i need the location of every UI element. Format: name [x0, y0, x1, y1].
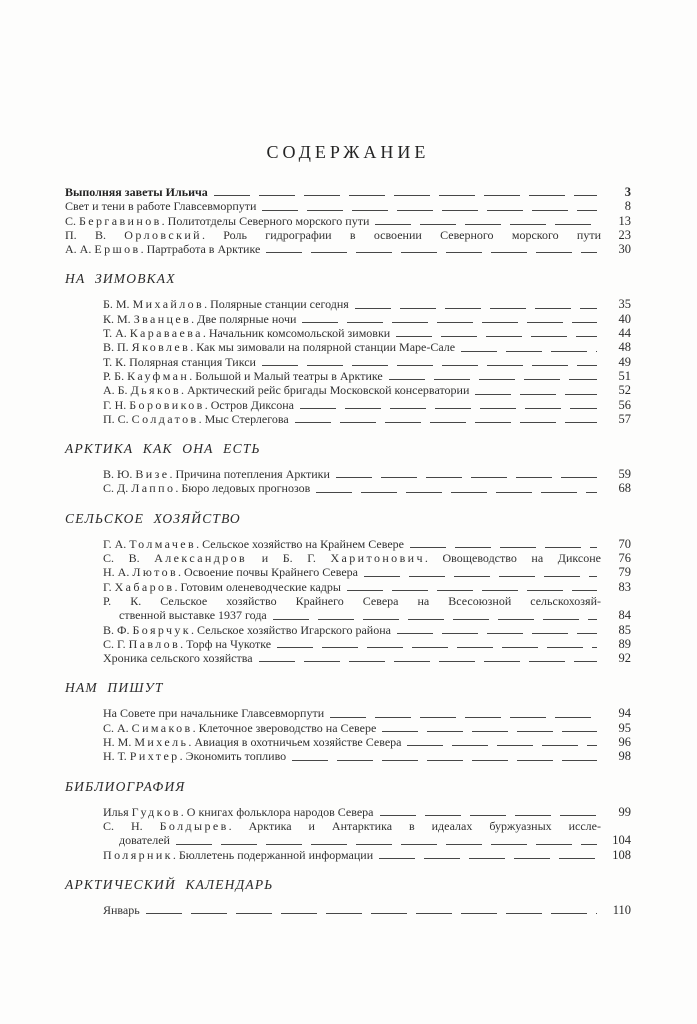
page-number: 59: [618, 467, 631, 482]
leader-line: [330, 717, 597, 718]
entry-text: . Остров Диксона: [204, 397, 294, 412]
entry-text: В. П.: [103, 340, 132, 355]
toc-entry: [65, 199, 631, 213]
entry-line: [103, 651, 253, 665]
toc-entry: [65, 355, 631, 369]
toc-section: [65, 511, 631, 666]
toc-entry: [65, 537, 631, 551]
entry-line: [103, 398, 294, 412]
toc-entry: [65, 721, 631, 735]
author-name: Хабаров: [114, 579, 175, 594]
toc-section: [65, 779, 631, 862]
entry-line: [103, 383, 469, 397]
entry-text: В. Ф.: [103, 622, 133, 637]
section-header: АРКТИКА КАК ОНА ЕСТЬ: [65, 441, 261, 457]
page-number: 51: [618, 368, 631, 383]
leader-line: [461, 351, 597, 352]
entry-text: . Авиация в охотничьем хозяйстве Севера: [188, 735, 402, 750]
entry-text: К. М.: [103, 311, 134, 326]
entry-line: [103, 580, 341, 594]
leader-line: [262, 210, 597, 211]
entry-text: Р. К. Сельское хозяйство Крайнего Севера на Всесоюзной сельскохозяй-: [103, 593, 601, 608]
toc-entry: [65, 412, 631, 426]
entry-text: . О книгах фольклора народов Севера: [180, 804, 374, 819]
entry-line: [103, 312, 296, 326]
entry-text: . Две полярные ночи: [191, 311, 297, 326]
page-number: 49: [618, 354, 631, 369]
author-name: Лютов: [132, 565, 179, 580]
entry-line: [103, 326, 390, 340]
section-header: СЕЛЬСКОЕ ХОЗЯЙСТВО: [65, 510, 241, 526]
toc-entry: [65, 594, 631, 608]
toc-entry: [65, 398, 631, 412]
page-number: 68: [618, 481, 631, 496]
toc-entry: [65, 383, 631, 397]
entry-text: Г.: [103, 579, 115, 594]
entry-line: [119, 608, 267, 622]
leader-line: [336, 477, 597, 478]
author-name: Александров: [154, 551, 248, 566]
leader-line: [347, 590, 597, 591]
entry-line: [103, 537, 404, 551]
entry-text: . Сельское хозяйство Игарского района: [191, 622, 391, 637]
leader-line: [277, 647, 597, 648]
entry-line: [103, 594, 601, 608]
entry-line: [103, 412, 289, 426]
leader-line: [389, 379, 597, 380]
toc-entry: [65, 565, 631, 579]
entry-text: . Экономить топливо: [179, 749, 287, 764]
leader-line: [380, 815, 598, 816]
entry-line: [103, 848, 373, 862]
leader-line: [397, 633, 597, 634]
leader-line: [262, 365, 597, 366]
toc-entry: [65, 214, 631, 228]
page-number: 89: [618, 636, 631, 651]
entry-line: [65, 242, 260, 256]
entry-text: . Причина потепления Арктики: [169, 467, 330, 482]
entry-text: . Сельское хозяйство на Крайнем Севере: [196, 536, 404, 551]
entry-line: [65, 214, 369, 228]
entry-text: Н. М.: [103, 735, 135, 750]
author-name: Бергавинов: [79, 213, 162, 228]
toc-entry: [65, 297, 631, 311]
section-header: НАМ ПИШУТ: [65, 680, 164, 696]
entry-text: С. В.: [103, 551, 155, 566]
page-number: 79: [618, 565, 631, 580]
author-name: Яковлев: [131, 340, 191, 355]
entry-text: Г. А.: [103, 536, 130, 551]
entry-text: Выполняя заветы Ильича: [65, 185, 208, 199]
page-number: 44: [618, 326, 631, 341]
entry-line: [103, 551, 601, 565]
page-number: 3: [624, 185, 631, 199]
entry-text: . Полярные станции сегодня: [204, 297, 349, 312]
entry-line: [103, 565, 358, 579]
entry-text: С. Д.: [103, 481, 132, 496]
page-number: 83: [618, 579, 631, 594]
author-name: Рихтер: [129, 749, 180, 764]
entry-text: На Совете при начальнике Главсевморпути: [103, 706, 325, 721]
entry-text: . Бюллетень подержанной информации: [172, 847, 374, 862]
toc-entry: [65, 369, 631, 383]
author-name: Боровиков: [129, 397, 205, 412]
page-number: 23: [618, 227, 631, 242]
entry-line: [103, 735, 401, 749]
entry-line: [65, 185, 208, 199]
author-name: Кауфман: [127, 368, 190, 383]
entry-text: В. Ю.: [103, 467, 136, 482]
entry-text: дователей: [119, 833, 170, 848]
entry-text: Январь: [103, 902, 140, 917]
toc-entry: [65, 749, 631, 763]
entry-line: [65, 199, 256, 213]
author-name: Боярчук: [132, 622, 192, 637]
entry-text: . Освоение почвы Крайнего Севера: [178, 565, 358, 580]
leader-line: [176, 844, 597, 845]
entry-line: [103, 637, 271, 651]
page-number: 92: [618, 651, 631, 666]
toc-section: [65, 185, 631, 256]
entry-line: [103, 721, 376, 735]
page-number: 57: [618, 411, 631, 426]
author-name: Харитонович: [330, 551, 425, 566]
author-name: Ершов: [94, 242, 141, 257]
page-number: 85: [618, 622, 631, 637]
leader-line: [292, 760, 597, 761]
toc: [65, 185, 631, 917]
entry-text: . Арктический рейс бригады Московской консерватории: [181, 383, 470, 398]
entry-text: Илья: [103, 804, 132, 819]
toc-entry: [65, 340, 631, 354]
entry-text: . Большой и Малый театры в Арктике: [189, 368, 383, 383]
entry-text: . Бюро ледовых прогнозов: [175, 481, 311, 496]
entry-line: [103, 706, 324, 720]
page-number: 104: [612, 833, 631, 848]
page-number: 96: [618, 735, 631, 750]
entry-text: Н. А.: [103, 565, 133, 580]
entry-line: [103, 623, 391, 637]
toc-section: [65, 877, 631, 917]
toc-section: [65, 441, 631, 496]
leader-line: [259, 661, 597, 662]
entry-line: [103, 819, 601, 833]
author-name: Михайлов: [132, 297, 205, 312]
entry-text: . Торф на Чукотке: [180, 636, 272, 651]
entry-text: . Политотделы Северного морского пути: [161, 213, 370, 228]
toc-entry: [65, 580, 631, 594]
entry-line: [103, 481, 310, 495]
toc-entry-continuation: [65, 608, 631, 622]
author-name: Полярник: [103, 847, 173, 862]
leader-line: [364, 576, 597, 577]
entry-line: [103, 297, 349, 311]
section-header: АРКТИЧЕСКИЙ КАЛЕНДАРЬ: [65, 876, 274, 892]
entry-text: . Овощеводство на Диксоне: [424, 551, 601, 566]
entry-text: . Как мы зимовали на полярной станции Маре-Сале: [190, 340, 456, 355]
author-name: Лаппо: [131, 481, 176, 496]
toc-entry: [65, 242, 631, 256]
author-name: Орловский: [124, 227, 202, 242]
entry-text: А. А.: [65, 242, 95, 257]
toc-entry: [65, 312, 631, 326]
page-number: 84: [618, 608, 631, 623]
entry-line: [119, 833, 170, 847]
page-number: 108: [612, 847, 631, 862]
leader-line: [146, 913, 597, 914]
entry-line: [103, 340, 455, 354]
leader-line: [273, 619, 597, 620]
author-name: Симаков: [131, 720, 193, 735]
entry-text: С. А.: [103, 720, 132, 735]
author-name: Дьяков: [130, 383, 182, 398]
page-number: 8: [624, 199, 631, 214]
toc-entry: [65, 805, 631, 819]
toc-entry: [65, 848, 631, 862]
entry-text: . Арктика и Антарктика в идеалах буржуазных иссле-: [228, 818, 601, 833]
author-name: Визе: [135, 467, 170, 482]
author-name: Званцев: [133, 311, 192, 326]
author-name: Солдатов: [131, 411, 199, 426]
toc-entry: [65, 623, 631, 637]
toc-section: [65, 680, 631, 763]
leader-line: [300, 408, 597, 409]
toc-entry: [65, 706, 631, 720]
entry-text: . Партработа в Арктике: [140, 242, 261, 257]
leader-line: [382, 731, 597, 732]
leader-line: [410, 547, 597, 548]
page-number: 35: [618, 297, 631, 312]
toc-entry: [65, 651, 631, 665]
entry-text: А. Б.: [103, 383, 131, 398]
leader-line: [407, 745, 597, 746]
page-number: 70: [618, 536, 631, 551]
section-header: НА ЗИМОВКАХ: [65, 271, 176, 287]
entry-line: [103, 369, 383, 383]
leader-line: [355, 308, 597, 309]
author-name: Болдырев: [159, 818, 229, 833]
entry-text: Г. Н.: [103, 397, 130, 412]
leader-line: [316, 492, 597, 493]
entry-text: С.: [65, 213, 80, 228]
entry-text: П. С.: [103, 411, 132, 426]
author-name: Толмачев: [129, 536, 197, 551]
entry-line: [65, 228, 601, 242]
toc-entry: [65, 551, 631, 565]
toc-entry-continuation: [65, 833, 631, 847]
author-name: Гудков: [131, 804, 181, 819]
page-number: 13: [618, 213, 631, 228]
entry-text: . Готовим оленеводческие кадры: [174, 579, 341, 594]
toc-entry: [65, 228, 631, 242]
entry-line: [103, 749, 286, 763]
page-number: 30: [618, 242, 631, 257]
toc-section: [65, 271, 631, 426]
entry-line: [103, 467, 330, 481]
page-number: 94: [618, 706, 631, 721]
entry-text: . Клеточное звероводство на Севере: [192, 720, 377, 735]
leader-line: [375, 224, 597, 225]
page-number: 52: [618, 383, 631, 398]
entry-text: Н. Т.: [103, 749, 130, 764]
entry-text: Т. К. Полярная станция Тикси: [103, 354, 256, 369]
entry-text: Свет и тени в работе Главсевморпути: [65, 199, 257, 214]
toc-entry: [65, 326, 631, 340]
leader-line: [379, 858, 597, 859]
entry-text: . Роль гидрографии в освоении Северного морского пути: [201, 227, 602, 242]
leader-line: [295, 422, 597, 423]
entry-text: . Мыс Стерлегова: [198, 411, 289, 426]
entry-line: [103, 903, 140, 917]
page-number: 40: [618, 311, 631, 326]
toc-entry: [65, 467, 631, 481]
entry-text: С. Г.: [103, 636, 129, 651]
entry-text: Б. М.: [103, 297, 133, 312]
page-number: 56: [618, 397, 631, 412]
leader-line: [214, 195, 597, 196]
entry-text: Т. А.: [103, 326, 130, 341]
entry-line: [103, 805, 374, 819]
entry-text: Хроника сельского хозяйства: [103, 651, 253, 666]
entry-text: Р. Б.: [103, 368, 128, 383]
author-name: Караваева: [129, 326, 203, 341]
entry-line: [103, 355, 256, 369]
leader-line: [396, 336, 597, 337]
toc-entry: [65, 637, 631, 651]
page-number: 110: [612, 902, 631, 917]
toc-entry: [65, 903, 631, 917]
toc-entry: [65, 819, 631, 833]
toc-entry: [65, 481, 631, 495]
entry-text: С. Н.: [103, 818, 160, 833]
leader-line: [266, 252, 597, 253]
page-number: 99: [618, 804, 631, 819]
toc-entry: [65, 735, 631, 749]
entry-text: ственной выставке 1937 года: [119, 608, 267, 623]
section-header: БИБЛИОГРАФИЯ: [65, 778, 186, 794]
leader-line: [475, 394, 597, 395]
toc-entry: [65, 185, 631, 199]
entry-text: . Начальник комсомольской зимовки: [202, 326, 391, 341]
leader-line: [302, 322, 597, 323]
page-number: 48: [618, 340, 631, 355]
author-name: Павлов: [128, 636, 181, 651]
entry-text: П. В.: [65, 227, 125, 242]
entry-text: и Б. Г.: [247, 551, 331, 566]
author-name: Михель: [134, 735, 189, 750]
page-number: 76: [618, 551, 631, 566]
page-title: СОДЕРЖАНИЕ: [266, 142, 430, 162]
page-number: 95: [618, 720, 631, 735]
page-number: 98: [618, 749, 631, 764]
